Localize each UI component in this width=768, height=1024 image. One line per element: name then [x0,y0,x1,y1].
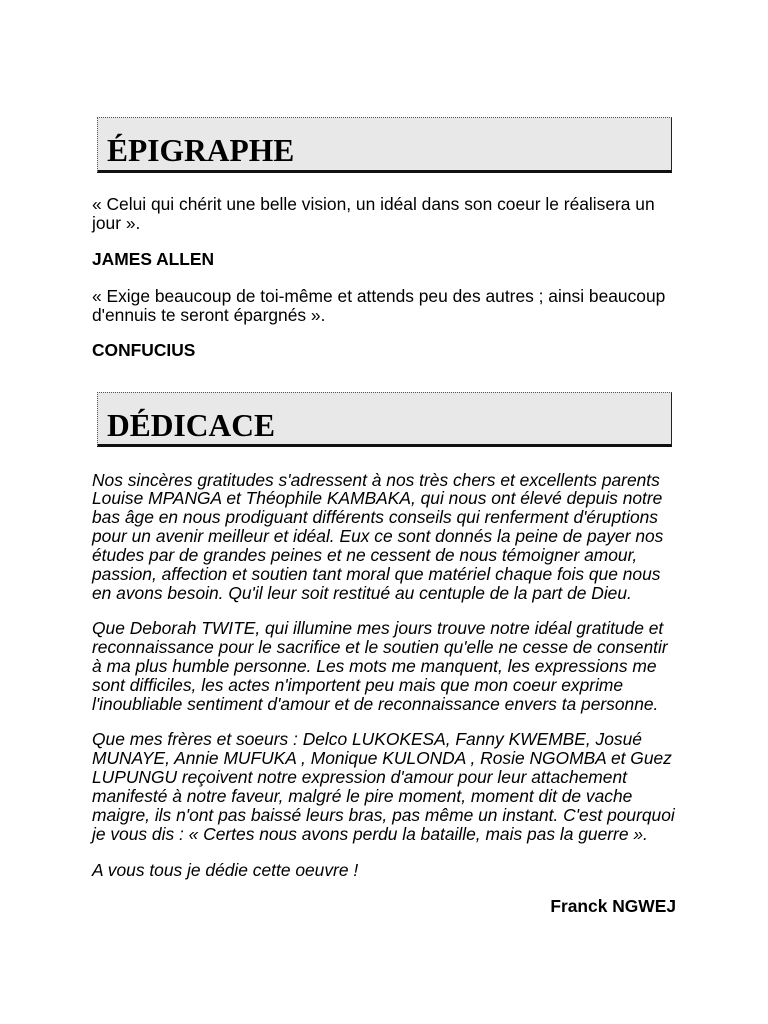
paragraph-line: je vous dis : « Certes nous avons perdu la bataille, mais pas la guerre ». [92,823,648,844]
paragraph-line: Nos sincères gratitudes s'adressent à nos très chers et excellents parents [92,469,660,490]
paragraph-line: reconnaissance pour le sacrifice et le soutien qu'elle ne cesse de consentir [92,636,668,657]
epigraphe-heading: ÉPIGRAPHE [107,133,295,168]
paragraph-line: LUPUNGU reçoivent notre expression d'amour pour leur attachement [92,766,627,787]
paragraph-line: manifesté à notre faveur, malgré le pire moment, moment dit de vache [92,785,633,806]
signature: Franck NGWEJ [550,895,676,916]
paragraph-line: Que Deborah TWITE, qui illumine mes jours trouve notre idéal gratitude et [92,617,664,638]
dedicace-paragraph-1 [92,471,663,603]
paragraph-line: Louise MPANGA et Théophile KAMBAKA, qui nous ont élevé depuis notre [92,488,663,509]
quote-line: d'ennuis te seront épargnés ». [92,304,326,325]
paragraph-line: MUNAYE, Annie MUFUKA , Monique KULONDA , Rosie NGOMBA et Guez [92,747,672,768]
dedicace-paragraph-3 [92,730,675,844]
dedicace-paragraph-2 [92,619,668,714]
dedicace-heading-box [97,392,672,447]
paragraph-line: études par de grandes peines et ne cessent de nous témoigner amour, [92,545,638,566]
paragraph-line: à ma plus humble personne. Les mots me manquent, les expressions me [92,655,657,676]
quote-line: « Exige beaucoup de toi-même et attends peu des autres ; ainsi beaucoup [92,285,666,306]
paragraph-line: sont difficiles, les actes n'importent peu mais que mon coeur exprime [92,674,624,695]
epigraph-quote-1 [92,195,655,233]
paragraph-line: maigre, ils n'ont pas baissé leurs bras, pas même un instant. C'est pourquoi [92,804,675,825]
epigraph-quote-2 [92,287,665,325]
paragraph-line: Que mes frères et soeurs : Delco LUKOKESA, Fanny KWEMBE, Josué [92,728,642,749]
paragraph-line: l'inoubliable sentiment d'amour et de reconnaissance envers ta personne. [92,693,659,714]
quote-line: jour ». [92,213,141,233]
dedicace-closing: A vous tous je dédie cette oeuvre ! [92,859,359,880]
epigraph-author-1: JAMES ALLEN [92,248,215,269]
paragraph-line: pour un avenir meilleur et idéal. Eux ce sont donnés la peine de payer nos [92,526,664,547]
quote-line: « Celui qui chérit une belle vision, un idéal dans son coeur le réalisera un [92,194,655,214]
paragraph-line: en avons besoin. Qu'il leur soit restitué au centuple de la part de Dieu. [92,582,632,603]
paragraph-line: passion, affection et soutien tant moral que matériel chaque fois que nous [92,564,661,585]
epigraphe-heading-box [97,117,672,173]
epigraph-author-2: CONFUCIUS [92,339,196,360]
dedicace-heading: DÉDICACE [107,408,276,443]
paragraph-line: bas âge en nous prodiguant différents conseils qui renferment d'éruptions [92,507,658,528]
